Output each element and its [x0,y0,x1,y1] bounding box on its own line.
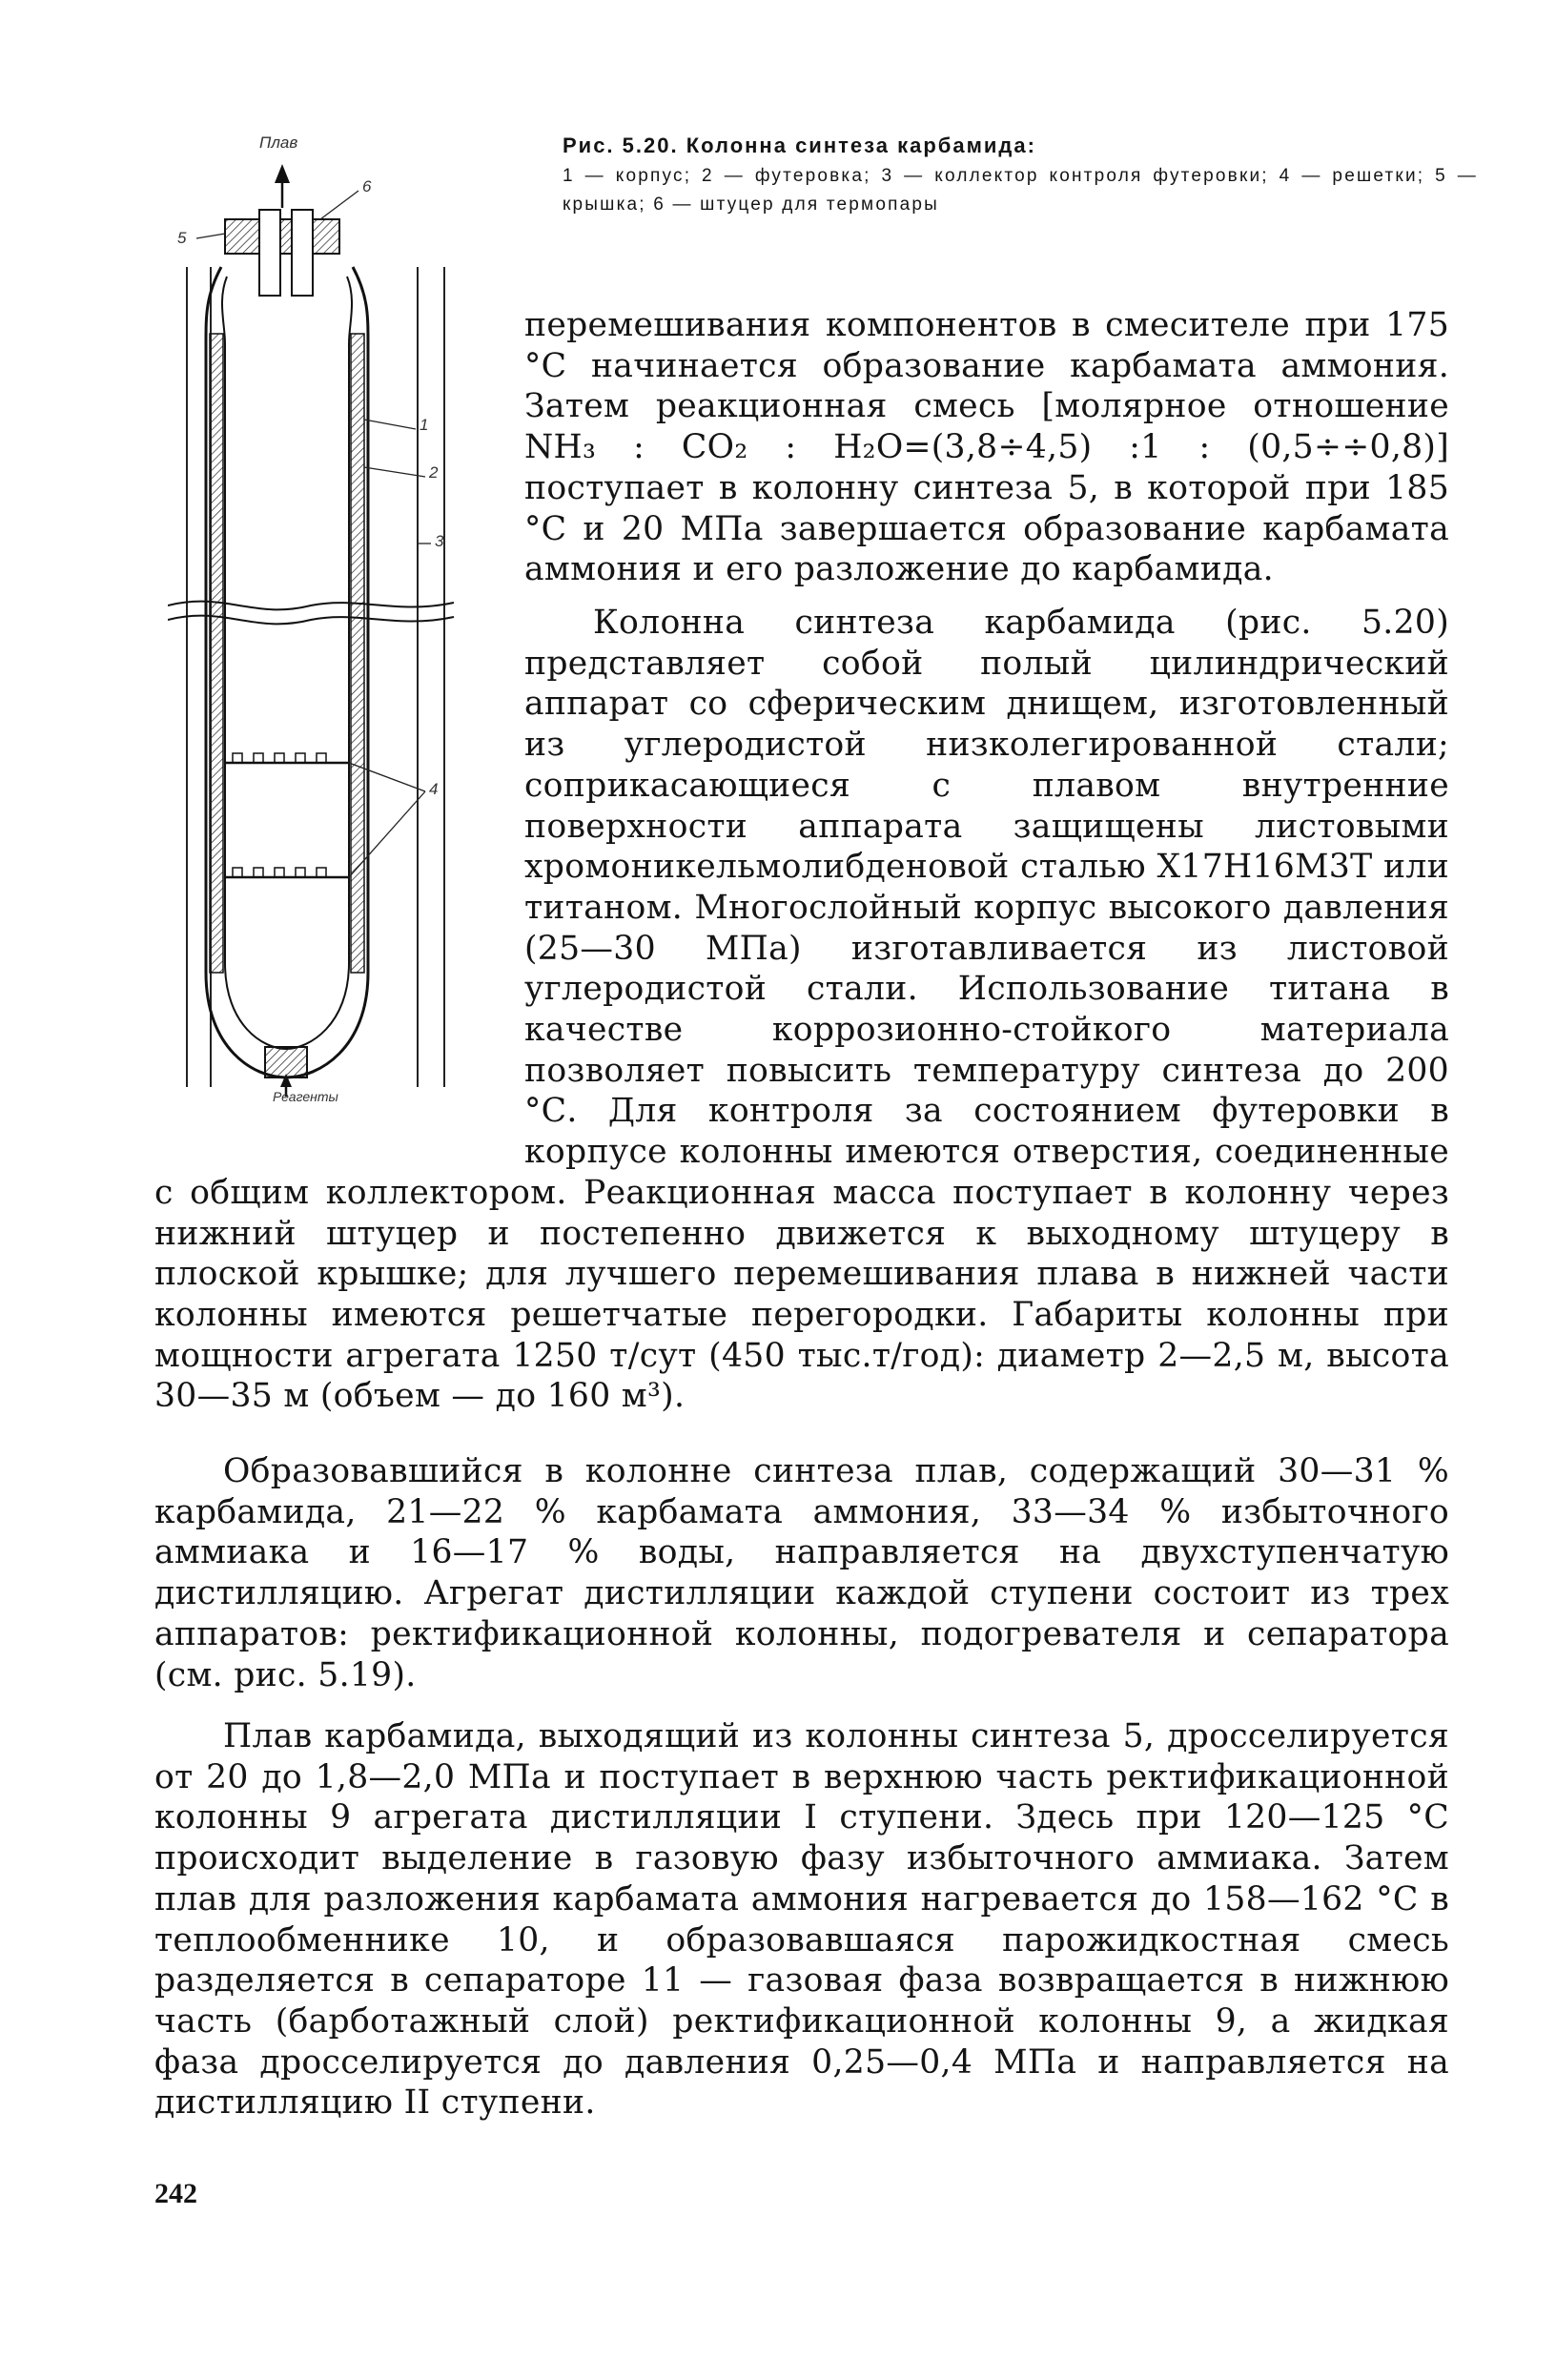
callout-1: 1 [420,416,429,434]
paragraph-3: Образовавшийся в колонне синтеза плав, содержащий 30—31 % карбамида, 21—22 % карбамата аммония, 33—34 % избыточного аммиака и 16—17 % воды, направляется на двухступенчатую дистилляцию. Агрегат дистилляции каждой ступени состоит из трех аппаратов: ректификационной колонны, подогревателя и сепаратора (см. рис. 5.19). [154,1452,1449,1694]
callout-3: 3 [435,532,444,550]
callout-4: 4 [429,780,439,798]
caption-legend: 1 — корпус; 2 — футеровка; 3 — коллектор контроля футеровки; 4 — решетки; 5 — крышка; 6 — штуцер для термопары [563,166,1478,215]
callout-2: 2 [429,463,439,482]
top-cover [225,219,339,254]
callout-6: 6 [362,177,372,195]
label-reagents-inlet: Реагенты [273,1089,338,1104]
figure-caption [563,132,1478,219]
page-number: 242 [154,2178,197,2209]
paragraph-2-wrap [154,603,1449,1417]
caption-title: Рис. 5.20. Колонна синтеза карбамида: [563,133,1036,157]
callout-5: 5 [177,229,187,247]
label-melt-outlet: Плав [259,133,298,152]
paragraph-4: Плав карбамида, выходящий из колонны синтеза 5, дросселируется от 20 до 1,8—2,0 МПа и поступает в верхнюю часть ректификационной колонны 9 агрегата дистилляции I ступени. Здесь при 120—125 °С происходит выделение в газовую фазу избыточного аммиака. Затем плав для разложения карбамата аммония нагревается до 158—162 °С в теплообменнике 10, и образовавшаяся парожидкостная смесь разделяется в сепараторе 11 — газовая фаза возвращается в нижнюю часть (барботажный слой) ректификационной колонны 9, а жидкая фаза дросселируется до давления 0,25—0,4 МПа и направляется на дистилляцию II ступени. [154,1717,1449,2123]
paragraph-1: перемешивания компонентов в смесителе при 175 °С начинается образование карбамата аммония. Затем реакционная смесь [молярное отношение NH₃ : CO₂ : H₂O=(3,8÷4,5) :1 : (0,5÷÷0,8)] поступает в колонну синтеза 5, в которой при 185 °С и 20 МПа завершается образование карбамата аммония и его разложение до карбамида. [524,306,1449,589]
paragraph-2: Колонна синтеза карбамида (рис. 5.20) представляет собой полый цилиндрический аппарат со сферическим днищем, изготовленный из углеродистой низколегированной стали; соприкасающиеся с плавом внутренние поверхности аппарата защищены листовыми хромоникельмолибденовой сталью Х17Н16М3Т или титаном. Многослойный корпус высокого давления (25—30 МПа) изготавливается из листовой углеродистой стали. Использование титана в качестве коррозионно-стойкого материала позволяет повысить температуру синтеза до 200 °С. Для контроля за состоянием футеровки в корпусе колонны имеются отверстия, соединенные с общим коллектором. Реакционная масса поступает в колонну через нижний штуцер и постепенно движется к выходному штуцеру в плоской крышке; для лучшего перемешивания плава в нижней части колонны имеются решетчатые перегородки. Габариты колонны при мощности агрегата 1250 т/сут (450 тыс.т/год): диаметр 2—2,5 м, высота 30—35 м (объем — до 160 м³). [154,604,1449,1416]
